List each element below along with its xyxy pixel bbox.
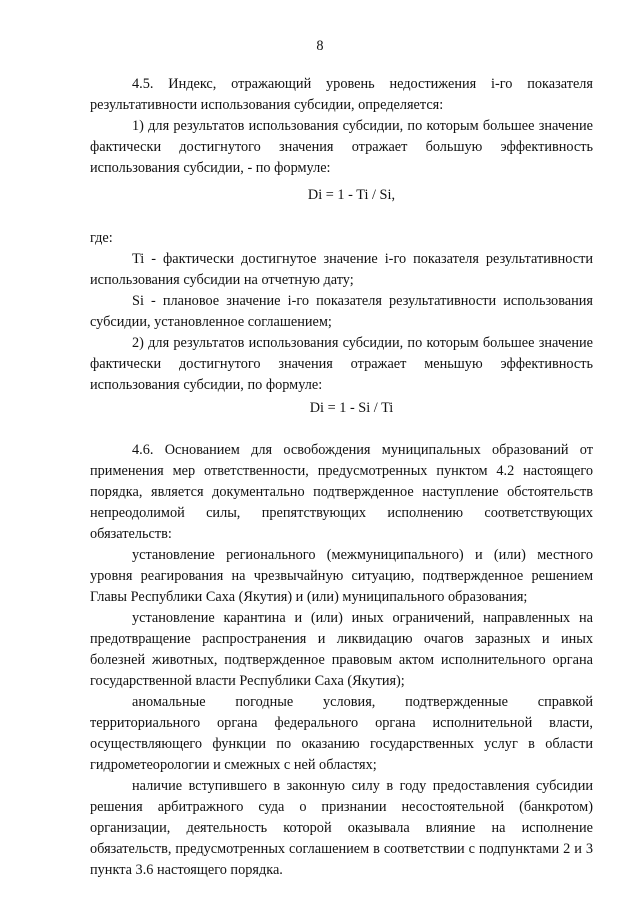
formula-2: Di = 1 - Si / Ti (309, 400, 394, 416)
paragraph-case-1: 1) для результатов использования субсидии, по которым большее значение фактически достигнутого значения отражает большую эффективность использования субсидии, - по формуле: (90, 118, 593, 176)
where-label: где: (90, 230, 113, 246)
page-number: 8 (316, 38, 324, 54)
paragraph-ti-definition: Ti - фактически достигнутое значение i-го показателя результативности использования субсидии на отчетную дату; (90, 251, 593, 288)
formula-1: Di = 1 - Ti / Si, (307, 187, 396, 203)
definitions-block (90, 228, 593, 396)
list-item-bankruptcy: наличие вступившего в законную силу в году предоставления субсидии решения арбитражного суда о признании несостоятельной (банкротом) организации, деятельность которой оказывала влияние на исполнение обязательств, предусмотренных соглашением в соответствии с подпунктами 2 и 3 пункта 3.6 настоящего порядка. (90, 778, 593, 878)
paragraph-4-5: 4.5. Индекс, отражающий уровень недостижения i-го показателя результативности использования субсидии, определяется: (90, 76, 593, 113)
paragraph-si-definition: Si - плановое значение i-го показателя результативности использования субсидии, установленное соглашением; (90, 293, 593, 330)
list-item-emergency-response: установление регионального (межмуниципального) и (или) местного уровня реагирования на чрезвычайную ситуацию, подтвержденное решением Главы Республики Саха (Якутия) и (или) муниципального образования; (90, 547, 593, 605)
section-4-6 (90, 440, 593, 881)
list-item-quarantine: установление карантина и (или) иных ограничений, направленных на предотвращение распространения и ликвидацию очагов заразных и иных болезней животных, подтвержденное правовым актом исполнительного органа государственной власти Республики Саха (Якутия); (90, 610, 593, 689)
formula-block-1 (90, 185, 593, 206)
section-4-5 (90, 74, 593, 179)
paragraph-4-6: 4.6. Основанием для освобождения муниципальных образований от применения мер ответственности, предусмотренных пунктом 4.2 настоящего порядка, является документально подтвержденное наступление обстоятельств непреодолимой силы, препятствующих исполнению соответствующих обязательств: (90, 442, 593, 542)
list-item-weather-conditions: аномальные погодные условия, подтвержденные справкой территориального органа федерального органа исполнительной власти, осуществляющего функции по оказанию государственных услуг в области гидрометеорологии и смежных с ней областях; (90, 694, 593, 773)
paragraph-case-2: 2) для результатов использования субсидии, по которым большее значение фактически достигнутого значения отражает меньшую эффективность использования субсидии, по формуле: (90, 335, 593, 393)
formula-block-2 (90, 398, 593, 419)
